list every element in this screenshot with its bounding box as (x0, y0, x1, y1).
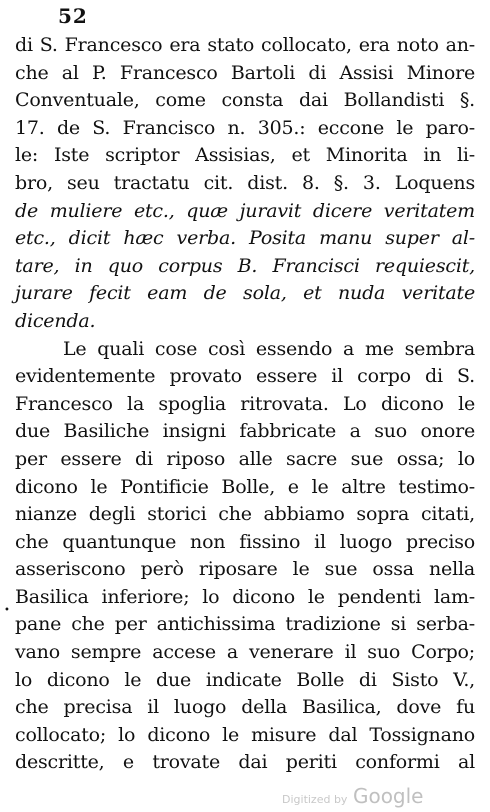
text-line: che quantunque non fissino il luogo preciso (15, 530, 475, 553)
page-number: 52 (58, 4, 88, 28)
text-line: per essere di riposo alle sacre sue ossa; lo (15, 447, 475, 470)
text-line: asseriscono però riposare le sue ossa nella (15, 558, 475, 581)
text-line: Le quali cose così essendo a me sembra (63, 337, 475, 360)
text-line: bro, seu tractatu cit. dist. 8. §. 3. Loquens (15, 171, 475, 194)
text-line: evidentemente provato essere il corpo di S. (15, 365, 475, 388)
text-line: dicono le Pontificie Bolle, e le altre testimo- (15, 475, 475, 498)
text-line: di S. Francesco era stato collocato, era noto an- (15, 34, 475, 56)
text-line: Basilica inferiore; lo dicono le pendenti lam- (15, 585, 475, 608)
text-line: nianze degli storici che abbiamo sopra citati, (15, 503, 475, 526)
watermark-small-text: Digitized by (282, 793, 348, 806)
text-line: che precisa il luogo della Basilica, dove fu (15, 696, 475, 719)
text-line: tare, in quo corpus B. Francisci requiescit, (15, 254, 475, 277)
text-line: Conventuale, come consta dai Bollandisti §. (15, 89, 475, 112)
text-line: etc., dicit hæc verba. Posita manu super al- (15, 227, 475, 250)
text-line: descritte, e trovate dai periti conformi al (15, 751, 475, 774)
body-text (15, 32, 475, 777)
text-line: Francesco la spoglia ritrovata. Lo dicono le (15, 392, 475, 415)
text-line: collocato; lo dicono le misure dal Tossignano (15, 723, 475, 746)
digitization-watermark (282, 784, 423, 808)
text-line: 17. de S. Francisco n. 305.: eccone le paro- (15, 116, 475, 139)
watermark-logo-text: Google (352, 784, 424, 808)
text-line: pane che per antichissima tradizione si serba- (15, 613, 475, 636)
text-line: le: Iste scriptor Assisias, et Minorita in li- (15, 144, 475, 167)
text-line: jurare fecit eam de sola, et nuda veritate (15, 282, 475, 305)
text-line: lo dicono le due indicate Bolle di Sisto V., (15, 668, 475, 691)
text-line: due Basiliche insigni fabbricate a suo onore (15, 420, 475, 443)
margin-mark: • (4, 605, 10, 616)
text-line: dicenda. (15, 309, 96, 332)
text-line: vano sempre accese a venerare il suo Corpo; (15, 641, 475, 664)
text-line: che al P. Francesco Bartoli di Assisi Minore (15, 61, 475, 84)
text-line: de muliere etc., quæ juravit dicere veritatem (15, 199, 475, 222)
